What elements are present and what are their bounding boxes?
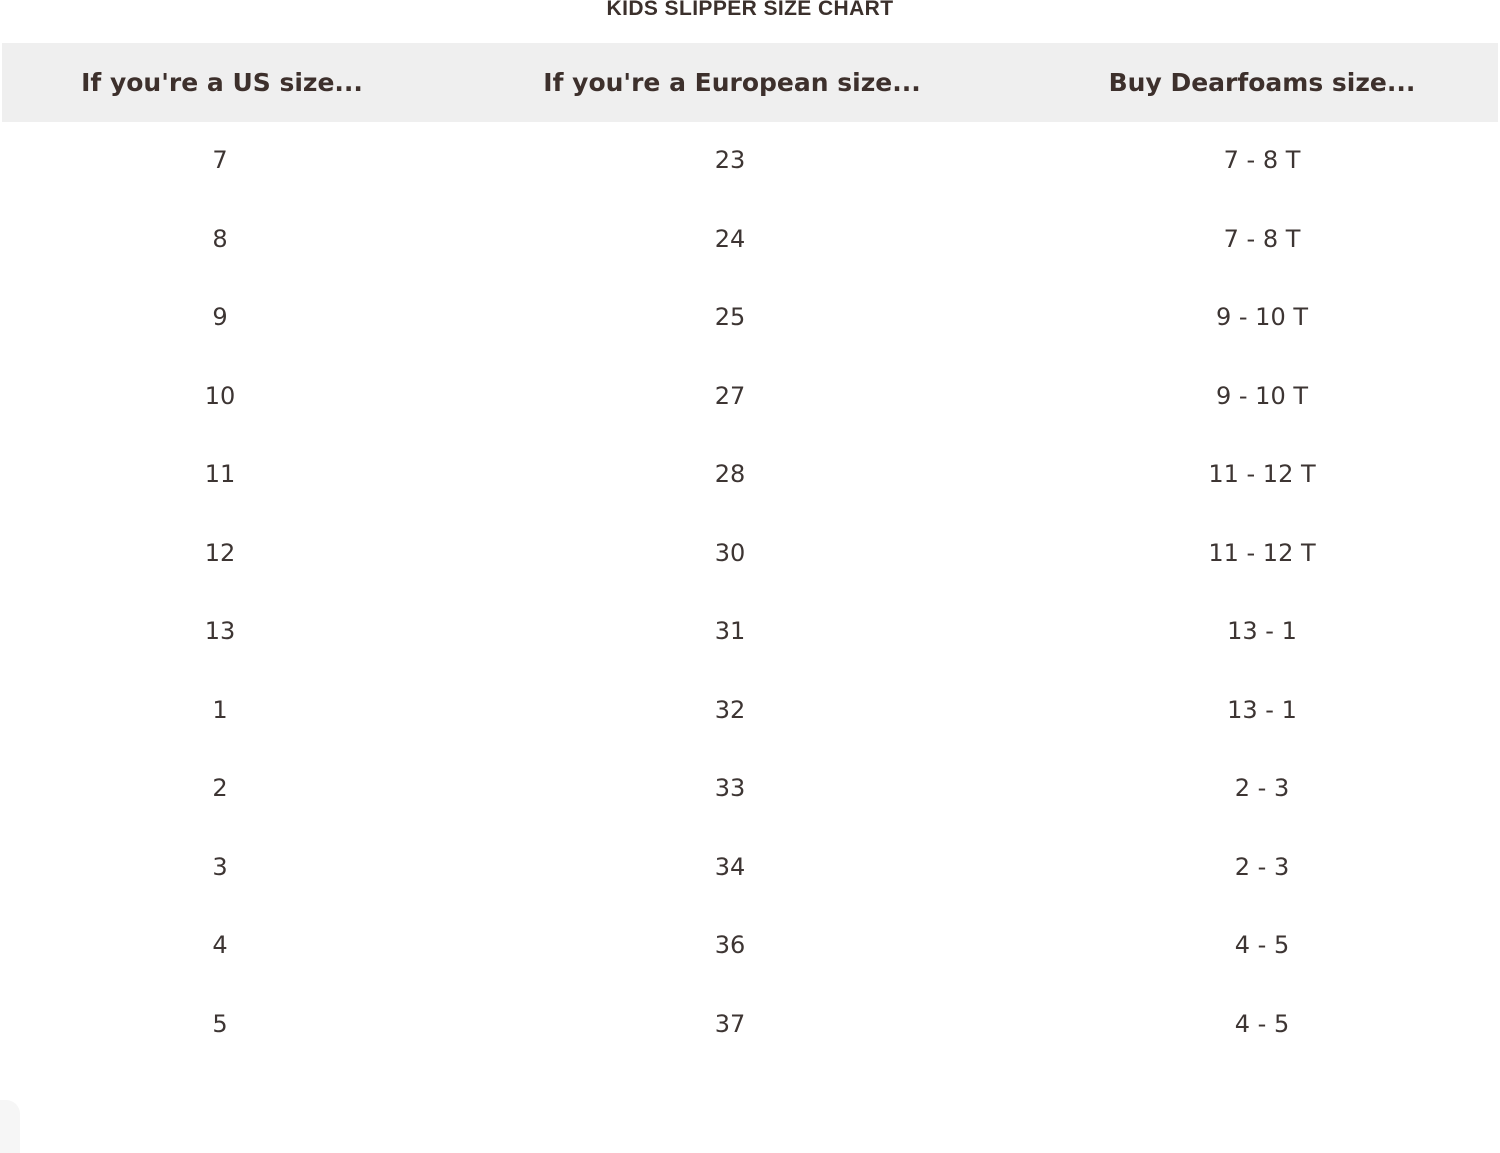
table-row [2,906,1498,985]
table-row [2,592,1498,671]
size-chart-title: KIDS SLIPPER SIZE CHART [606,0,894,20]
table-row [2,121,1498,200]
us-size-cell: 12 [204,538,236,567]
european-size-cell: 32 [714,695,746,724]
us-size-cell: 4 [212,931,228,959]
dearfoams-size-cell: 9 - 10 T [1215,381,1308,410]
european-size-cell: 33 [714,774,746,802]
european-size-cell: 27 [714,381,746,410]
dearfoams-size-cell: 2 - 3 [1234,774,1290,802]
us-size-cell: 5 [212,1009,228,1038]
us-size-cell: 9 [212,303,228,331]
us-size-cell: 8 [212,224,228,253]
european-size-cell: 28 [714,460,746,488]
dearfoams-size-cell: 11 - 12 T [1208,538,1316,567]
table-row [2,985,1498,1064]
us-size-cell: 2 [212,774,228,802]
european-size-cell: 31 [714,617,746,645]
us-size-cell: 1 [212,695,228,724]
dearfoams-size-cell: 7 - 8 T [1223,146,1301,174]
table-header-row [2,43,1498,122]
dearfoams-size-cell: 2 - 3 [1234,852,1290,881]
dearfoams-size-cell: 4 - 5 [1234,931,1290,959]
european-size-cell: 30 [714,538,746,567]
european-size-cell: 36 [714,931,746,959]
header-european-size: If you're a European size... [543,68,921,97]
us-size-cell: 11 [204,460,236,488]
dearfoams-size-cell: 11 - 12 T [1208,460,1316,488]
table-row [2,749,1498,828]
dearfoams-size-cell: 13 - 1 [1227,617,1297,645]
us-size-cell: 10 [204,381,236,410]
dearfoams-size-cell: 4 - 5 [1234,1009,1290,1038]
us-size-cell: 7 [212,146,228,174]
header-dearfoams-size: Buy Dearfoams size... [1108,68,1416,97]
table-row [2,200,1498,279]
table-row [2,357,1498,436]
european-size-cell: 23 [714,146,746,174]
european-size-cell: 37 [714,1009,746,1038]
us-size-cell: 3 [212,852,228,881]
table-row [2,278,1498,357]
table-row [2,514,1498,593]
european-size-cell: 25 [714,303,746,331]
dearfoams-size-cell: 13 - 1 [1227,695,1297,724]
us-size-cell: 13 [204,617,236,645]
size-table-body [2,121,1498,1063]
table-row [2,435,1498,514]
corner-fragment [0,1100,20,1153]
dearfoams-size-cell: 9 - 10 T [1215,303,1308,331]
table-row [2,828,1498,907]
dearfoams-size-cell: 7 - 8 T [1223,224,1301,253]
table-row [2,671,1498,750]
european-size-cell: 34 [714,852,746,881]
european-size-cell: 24 [714,224,746,253]
header-us-size: If you're a US size... [81,68,363,97]
